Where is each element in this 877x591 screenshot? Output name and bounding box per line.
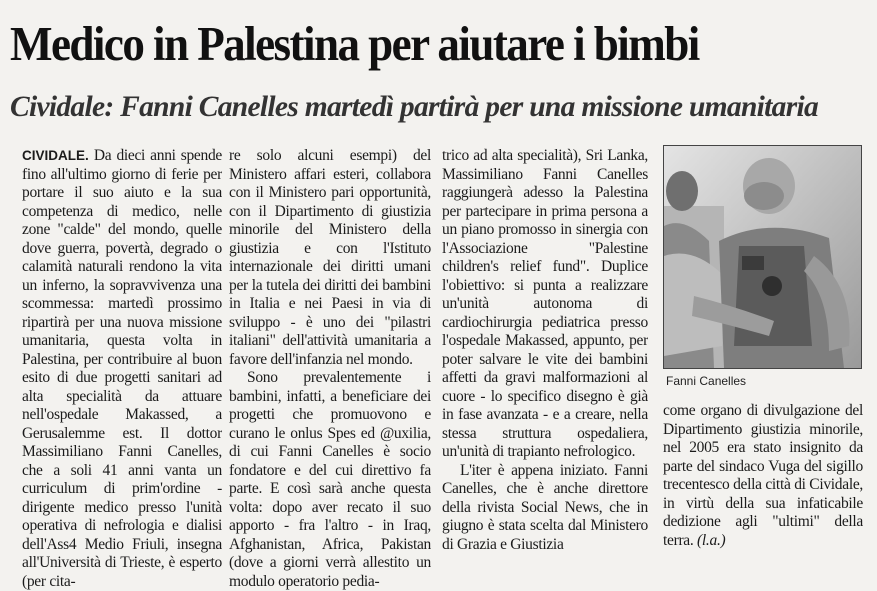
author-signature: (l.a.): [697, 531, 726, 549]
headline: Medico in Palestina per aiutare i bimbi: [10, 16, 699, 71]
dateline: CIVIDALE.: [22, 148, 89, 163]
article-column-1: [22, 147, 222, 591]
article-column-3: [442, 147, 648, 554]
article-column-4: [663, 402, 863, 550]
article-paragraph-col3b: L'iter è appena iniziato. Fanni Canelles, che è anche direttore della rivista Social News, che in giugno è stata scelta dal Ministero di Grazia e Giustizia: [442, 461, 648, 553]
article-column-2: [229, 147, 431, 591]
photo-image: [664, 146, 861, 368]
photo-caption: Fanni Canelles: [666, 374, 747, 388]
article-text-col3: trico ad alta specialità), Sri Lanka, Massimiliano Fanni Canelles raggiungerà adesso la Palestina per partecipare in prima persona a un piano promosso in sinergia con l'Associazione "Palestine children's relief fund". Duplice l'obiettivo: si punta a realizzare un'unità autonoma di cardiochirurgia pediatrica presso l'ospedale Makassed, appunto, per poter salvare le vite dei bambini affetti da gravi malformazioni al cuore - lo specifico disegno è già in fase avanzata - e a creare, nella stessa struttura ospedaliera, un'unità di trapianto nefrologico.: [442, 147, 648, 460]
article-text-col2: re solo alcuni esempi) del Ministero affari esteri, collabora con il Ministero pari opportunità, con il Dipartimento di giustizia minorile del Ministero della giustizia e con l'Istituto internazionale dei diritti umani per la tutela dei diritti dei bambini in Italia e nei Paesi in via di sviluppo - è uno dei "pilastri italiani" dell'attività umanitaria a favore dell'infanzia nel mondo.: [229, 147, 431, 368]
article-text-col1: Da dieci anni spende fino all'ultimo giorno di ferie per portare il suo aiuto e la sua competenza di medico, nelle zone "calde" del mondo, quelle dove guerra, povertà, degrado o calamità naturali rendono la vita un inferno, la sopravvivenza una scommessa: martedì prossimo ripartirà per una nuova missione umanitaria, questa volta in Palestina, per contribuire al buon esito di due progetti sanitari ad alta specialità da attuare nell'ospedale Makassed, a Gerusalemme est. Il dottor Massimiliano Fanni Canelles, che a soli 41 anni vanta un curriculum di prim'ordine - dirigente medico presso l'unità operativa di nefrologia e dialisi dell'Ass4 Medio Friuli, insegna all'Università di Trieste, è esperto (per cita-: [22, 147, 222, 590]
article-text-col4: come organo di divulgazione del Dipartimento giustizia minorile, nel 2005 era stato insignito da parte del sindaco Vuga del sigillo trecentesco della città di Cividale, in virtù della sua infaticabile dedizione agli "ultimi" della terra.: [663, 402, 863, 549]
article-photo: [663, 145, 862, 369]
subheadline: Cividale: Fanni Canelles martedì partirà per una missione umanitaria: [10, 91, 819, 123]
article-paragraph-col2b: Sono prevalentemente i bambini, infatti, a beneficiare dei progetti che promuovono e curano le onlus Spes ed @uxilia, di cui Fanni Canelles è socio fondatore e del cui direttivo fa parte. E così sarà anche questa volta: dopo aver recato il suo apporto - fra l'altro - in Iraq, Afghanistan, Africa, Pakistan (dove a giorni verrà allestito un modulo operatorio pedia-: [229, 369, 431, 590]
